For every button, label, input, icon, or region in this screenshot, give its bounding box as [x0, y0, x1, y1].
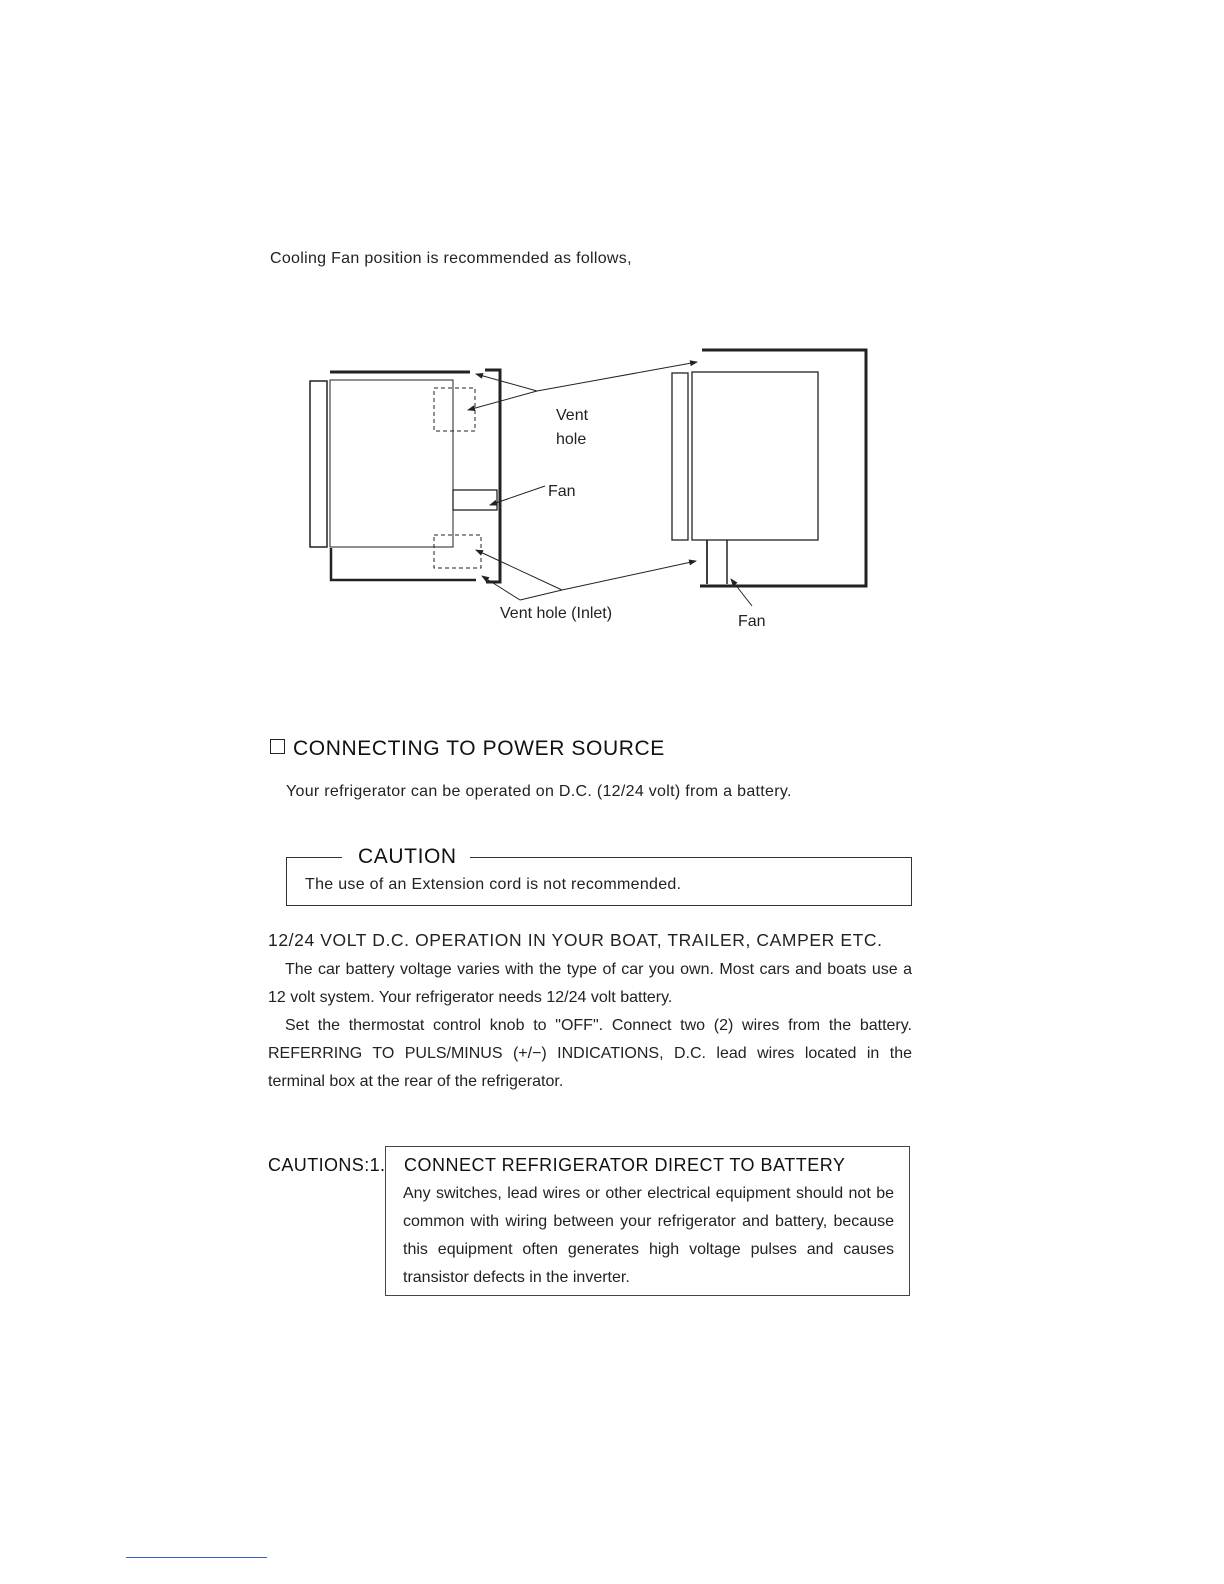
caution-rule-right [470, 857, 911, 858]
cautions-title: CONNECT REFRIGERATOR DIRECT TO BATTERY [404, 1155, 846, 1175]
vent-hole-label: Vent [556, 407, 589, 424]
annotation-arrows [468, 362, 752, 606]
caution-rule-left [286, 857, 342, 858]
section-body: Your refrigerator can be operated on D.C. (12/24 volt) from a battery. [286, 783, 792, 800]
intro-text: Cooling Fan position is recommended as follows, [270, 250, 632, 267]
operation-paragraph-1 [268, 956, 912, 1012]
operation-paragraph-2-text: Set the thermostat control knob to "OFF". Connect two (2) wires from the battery. REFERRING TO PULS/MINUS (+/−) INDICATIONS, D.C. lead wires located in the terminal box at the rear of the refrigerator. [268, 1017, 912, 1090]
operation-paragraph-1-text: The car battery voltage varies with the type of car you own. Most cars and boats use a 12 volt system. Your refrigerator needs 12/24 volt battery. [268, 961, 912, 1006]
vent-inlet-label: Vent hole (Inlet) [500, 605, 613, 622]
right-unit-diagram [672, 350, 866, 586]
cooling-fan-diagram [0, 0, 1224, 700]
fan-label-right: Fan [738, 613, 766, 630]
section-heading [270, 737, 665, 761]
footer-rule [126, 1557, 267, 1558]
caution-text: The use of an Extension cord is not recommended. [305, 876, 682, 893]
left-unit-diagram [310, 370, 500, 582]
fan-label-left: Fan [548, 483, 576, 500]
cautions-label: CAUTIONS:1. [268, 1155, 386, 1175]
operation-heading: 12/24 VOLT D.C. OPERATION IN YOUR BOAT, TRAILER, CAMPER ETC. [268, 930, 883, 950]
caution-title: CAUTION [358, 845, 457, 868]
vent-hole-label-2: hole [556, 431, 587, 448]
checkbox-icon [270, 739, 285, 754]
section-title: CONNECTING TO POWER SOURCE [293, 737, 665, 760]
cautions-text: Any switches, lead wires or other electrical equipment should not be common with wiring between your refrigerator and battery, because this equipment often generates high voltage pulses and causes transistor defects in the inverter. [403, 1185, 894, 1286]
operation-paragraph-2 [268, 1012, 912, 1096]
